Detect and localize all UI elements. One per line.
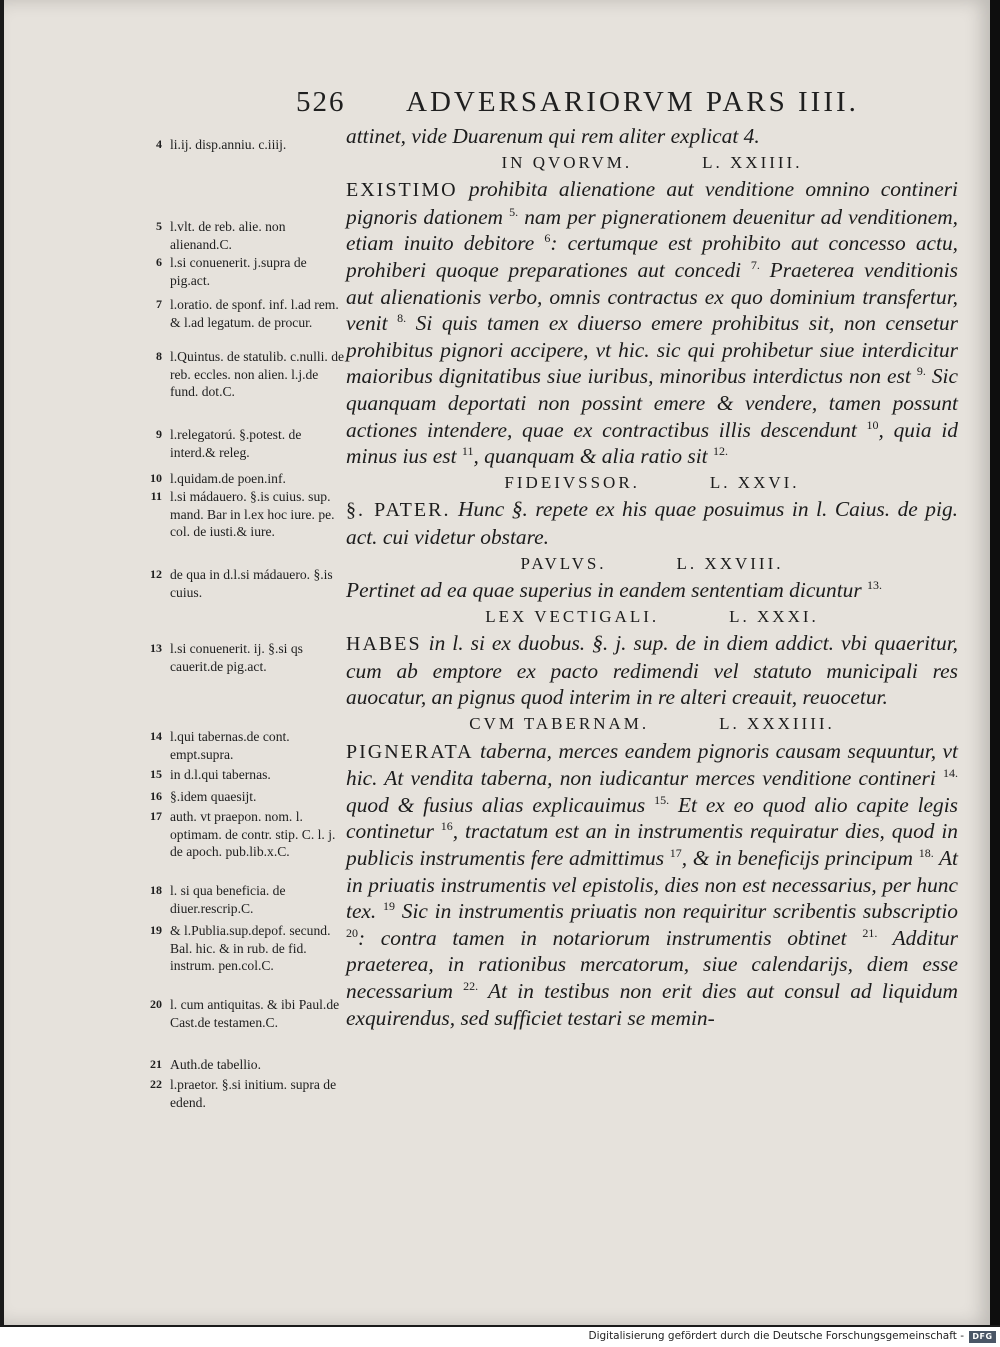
funding-notice: Digitalisierung gefördert durch die Deutsche Forschungsgemeinschaft - <box>588 1330 964 1342</box>
paragraph-habes: HABES in l. si ex duobus. §. j. sup. de in diem addict. vbi quaeritur, cum ab emptore ex pacto redimendi vel statuto municipali res auocatur, an pignus quod interim in re alteri creauit, reuocetur. <box>346 631 958 710</box>
dfg-logo: DFG <box>969 1331 996 1343</box>
section-heading-in-quorum: IN QVORVM. L. XXIIII. <box>501 152 803 172</box>
section-heading-paulus: PAVLVS. L. XXVIII. <box>520 553 784 573</box>
marginal-notes: 4 li.ij. disp.anniu. c.iiij. 5 l.vlt. de reb. alie. non alienand.C. 6 l.si conuenerit. j.supra de pig.act. 7 l.oratio. de sponf. inf. l.ad rem. & l.ad legatum. de procur. 8 l.Quintus. de statulib. c.nulli. de reb. eccles. non alien. l.j.de fund. dot.C. 9 l.relegatorú. §.potest. de interd.& releg. 10 l.quidam.de poen.inf. 11 l.si mádauero. §.is cuius. sup. mand. Bar in l.ex hoc iure. pe. col. de iusti.& iure. 12 de qua in d.l.si mádauero. §.is cuius. 13 l.si conuenerit. ij. §.si qs cauerit.de pig.act. 14 l.qui tabernas.de cont. empt.supra. 15 in d.l.qui tabernas. 16 §.idem quaesijt. 17 auth. vt praepon. nom. l. optimam. de contr. stip. C. l. j. de apoch. pub.lib.x.C. 18 l. si qua beneficia. de diuer.rescrip.C. 19 & l.Publia.sup.depof. secund. Bal. hic. & in rub. de fid. instrum. pen.col.C. 20 l. cum antiquitas. & ibi Paul.de Cast.de testamen.C. 21 Auth.de tabellio. 22 l.praetor. §.si initium. supra de edend. <box>150 137 345 1110</box>
paragraph-pater: §. PATER. Hunc §. repete ex his quae posuimus in l. Caius. de pig. act. cui videtur obstare. <box>346 497 958 549</box>
page-edge-shadow <box>990 0 1000 1325</box>
book-page <box>4 0 992 1325</box>
running-title: ADVERSARIORVM PARS IIII. <box>406 86 859 118</box>
section-heading-cum-tabernam: CVM TABERNAM. L. XXXIIII. <box>469 714 835 734</box>
main-text-column <box>346 123 958 1031</box>
page-header <box>296 86 896 126</box>
paragraph-pignerata: PIGNERATA taberna, merces eandem pignoris causam sequuntur, vt hic. At vendita taberna, non iudicantur merces venditione contineri $^{14.}$ quod & fusius alias explicauimus $^{15.}$ Et ex eo quod alio capite legis continetur $^{16}$, tractatum est an in instrumentis requiratur dies, quod in publicis instrumentis fere admittimus $^{17}$, & in beneficijs principum $^{18.}$ At in priuatis instrumentis vel epistolis, dies non est necessarius, per hunc tex. $^{19}$ Sic in instrumentis priuatis non requiritur scribentis subscriptio $^{20}$: contra tamen in notariorum instrumentis obtinet $^{21.}$ Additur praeterea, in rationibus mercatorum, siue calendarijs, diem esse necessarium $^{22.}$ At in testibus non erit dies aut consul ad liquidum exquirendus, sed sufficiet testari se memin- <box>346 738 958 1030</box>
paragraph-opening: attinet, vide Duarenum qui rem aliter explicat 4. <box>346 124 760 148</box>
paragraph-pertinet: Pertinet ad ea quae superius in eandem sententiam dicuntur $^{13.}$ <box>346 577 883 603</box>
paragraph-existimo: EXISTIMO prohibita alienatione aut venditione omnino contineri pignoris dationem $^{5.}$ nam per pignerationem deuenitur ad venditionem, etiam inuito debitore $^6$: certumque est prohibito aut concesso actu, prohiberi quoque preparationes aut concedi $^{7.}$ Praeterea venditionis aut alienationis verbo, omnis contractus ex quo dominium transfertur, venit $^{8.}$ Si quis tamen ex diuerso emere prohibitus sit, non censetur prohibitus pignori accipere, vt hic. sic qui prohibetur siue interdicitur maioribus dignitatibus siue iuribus, minoribus interdictus non est $^{9.}$ Sic quanquam deportati non possint emere & vendere, tamen possunt actiones intendere, quae ex contractibus illis descendunt $^{10}$, quia id minus ius est $^{11}$, quanquam & alia ratio sit $^{12.}$ <box>346 177 958 469</box>
footer-bar <box>0 1327 1000 1347</box>
page-number: 526 <box>296 86 346 118</box>
section-heading-fideiussor: FIDEIVSSOR. L. XXVI. <box>504 472 800 492</box>
section-heading-lex-vectigali: LEX VECTIGALI. L. XXXI. <box>485 606 819 626</box>
